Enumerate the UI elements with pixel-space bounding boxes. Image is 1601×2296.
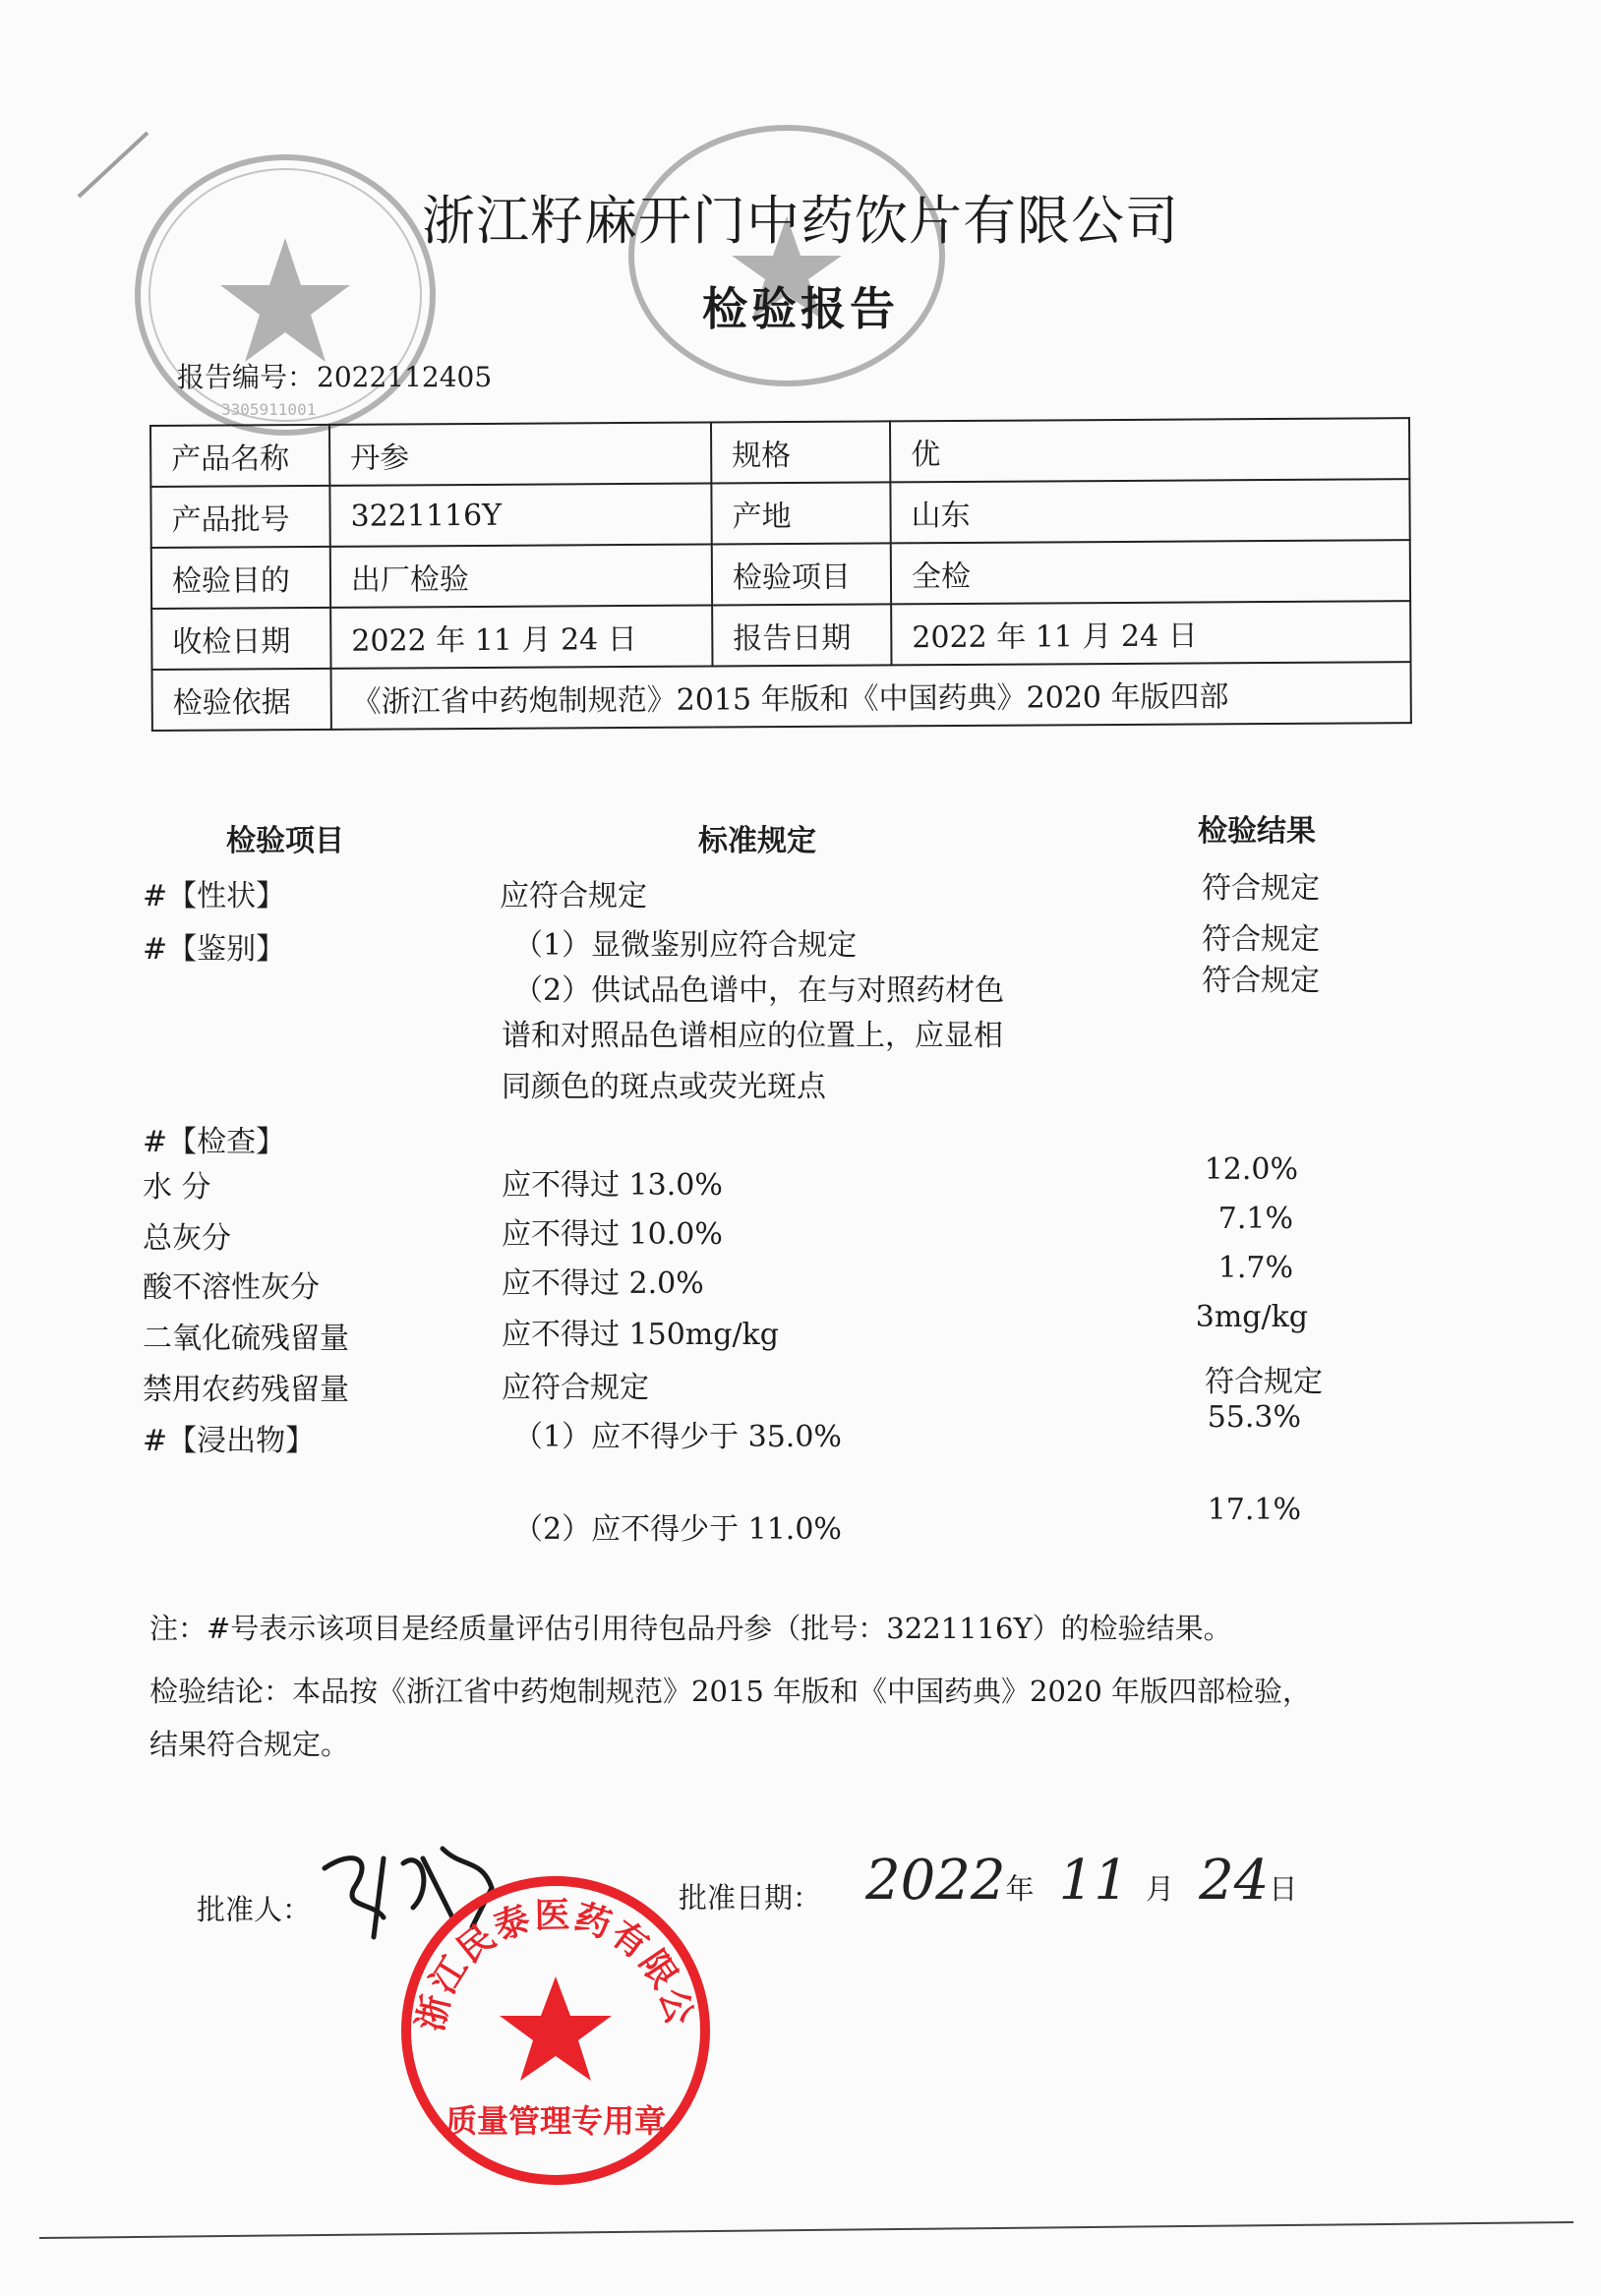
row-item: #【鉴别】: [143, 932, 286, 967]
batch-label: 产品批号: [150, 486, 329, 548]
approval-date: [865, 1849, 1297, 1913]
row-standard: 应不得过 2.0%: [502, 1266, 704, 1301]
origin-value: 山东: [890, 479, 1409, 543]
report-title: 检验报告: [702, 282, 899, 335]
row-result: 17.1%: [1207, 1493, 1301, 1527]
row-standard: 同颜色的斑点或荧光斑点: [502, 1070, 826, 1104]
row-standard: 应符合规定: [502, 1371, 649, 1405]
origin-label: 产地: [711, 482, 890, 544]
report-date-value: 2022 年 11 月 24 日: [891, 601, 1410, 665]
conclusion-line-1: 检验结论：本品按《浙江省中药炮制规范》2015 年版和《中国药典》2020 年版四部检验，: [149, 1675, 1312, 1708]
row-result: 12.0%: [1204, 1152, 1298, 1187]
row-result: 3mg/kg: [1195, 1300, 1308, 1334]
row-result: 符合规定: [1202, 871, 1320, 906]
row-standard: （1）应不得少于 35.0%: [513, 1420, 842, 1454]
row-item: #【检查】: [143, 1125, 286, 1159]
basis-label: 检验依据: [152, 669, 331, 731]
date-month: 11: [1058, 1849, 1129, 1913]
row-item: 水 分: [143, 1170, 211, 1205]
row-item: #【性状】: [143, 879, 286, 913]
table-row: [151, 601, 1410, 670]
row-item: 总灰分: [143, 1221, 231, 1256]
items-label: 检验项目: [712, 543, 891, 605]
report-number: [175, 356, 492, 395]
receive-date-label: 收检日期: [151, 608, 330, 670]
row-standard: 应不得过 13.0%: [502, 1168, 723, 1203]
items-value: 全检: [891, 540, 1410, 604]
approver-label: 批准人：: [197, 1893, 312, 1926]
table-row: [152, 662, 1411, 731]
conclusion-line-2: 结果符合规定。: [149, 1728, 350, 1761]
row-result: 符合规定: [1202, 964, 1320, 998]
report-date-label: 报告日期: [712, 604, 891, 666]
purpose-label: 检验目的: [151, 547, 330, 609]
quality-seal-bottom-text: 质量管理专用章: [445, 2102, 667, 2140]
row-standard: 应不得过 150mg/kg: [502, 1318, 779, 1352]
report-number-value: 2022112405: [317, 361, 493, 393]
product-name-label: 产品名称: [150, 425, 329, 487]
approval-date-label: 批准日期：: [679, 1881, 822, 1914]
col-header-item: 检验项目: [226, 824, 344, 858]
col-header-result: 检验结果: [1198, 814, 1316, 849]
svg-text:3305911001: 3305911001: [221, 400, 317, 419]
row-item: 酸不溶性灰分: [143, 1270, 320, 1305]
report-number-label: 报告编号：: [177, 361, 316, 393]
row-item: 禁用农药残留量: [143, 1373, 349, 1407]
row-result: 7.1%: [1217, 1202, 1293, 1236]
purpose-value: 出厂检验: [330, 545, 712, 608]
row-item: 二氧化硫残留量: [143, 1322, 349, 1356]
table-row: [150, 418, 1409, 487]
row-standard: 谱和对照品色谱相应的位置上，应显相: [502, 1019, 1003, 1053]
product-name-value: 丹参: [329, 423, 711, 486]
table-row: [151, 540, 1410, 609]
row-standard: （2）供试品色谱中，在与对照药材色: [513, 973, 1005, 1008]
receive-date-value: 2022 年 11 月 24 日: [330, 606, 712, 669]
row-standard: 应符合规定: [500, 879, 647, 913]
row-standard: 应不得过 10.0%: [502, 1217, 723, 1252]
note-text: 注：#号表示该项目是经质量评估引用待包品丹参（批号：3221116Y）的检验结果。: [149, 1612, 1232, 1645]
col-header-standard: 标准规定: [698, 824, 816, 858]
product-info-table: [149, 417, 1412, 732]
row-item: #【浸出物】: [143, 1424, 316, 1458]
date-year: 2022: [865, 1849, 1006, 1913]
basis-value: 《浙江省中药炮制规范》2015 年版和《中国药典》2020 年版四部: [331, 662, 1411, 730]
date-nian: 年: [1005, 1872, 1035, 1906]
row-result: 55.3%: [1207, 1400, 1301, 1435]
date-day: 24: [1199, 1849, 1270, 1913]
svg-text:浙江民泰医药有限公司: 浙江民泰医药有限公司: [374, 1837, 700, 2035]
spec-value: 优: [890, 418, 1409, 482]
row-result: 符合规定: [1205, 1365, 1323, 1399]
company-name: 浙江籽麻开门中药饮片有限公司: [422, 190, 1179, 252]
row-standard: （2）应不得少于 11.0%: [513, 1512, 842, 1547]
row-result: 1.7%: [1217, 1251, 1293, 1285]
table-row: [150, 479, 1409, 548]
batch-value: 3221116Y: [329, 484, 711, 547]
scan-edge-line: [39, 2220, 1573, 2240]
date-ri: 日: [1269, 1872, 1298, 1906]
quality-seal: [374, 1837, 718, 2193]
date-yue: 月: [1145, 1872, 1174, 1906]
row-standard: （1）显微鉴别应符合规定: [513, 928, 858, 963]
row-result: 符合规定: [1202, 922, 1320, 957]
spec-label: 规格: [711, 421, 890, 483]
